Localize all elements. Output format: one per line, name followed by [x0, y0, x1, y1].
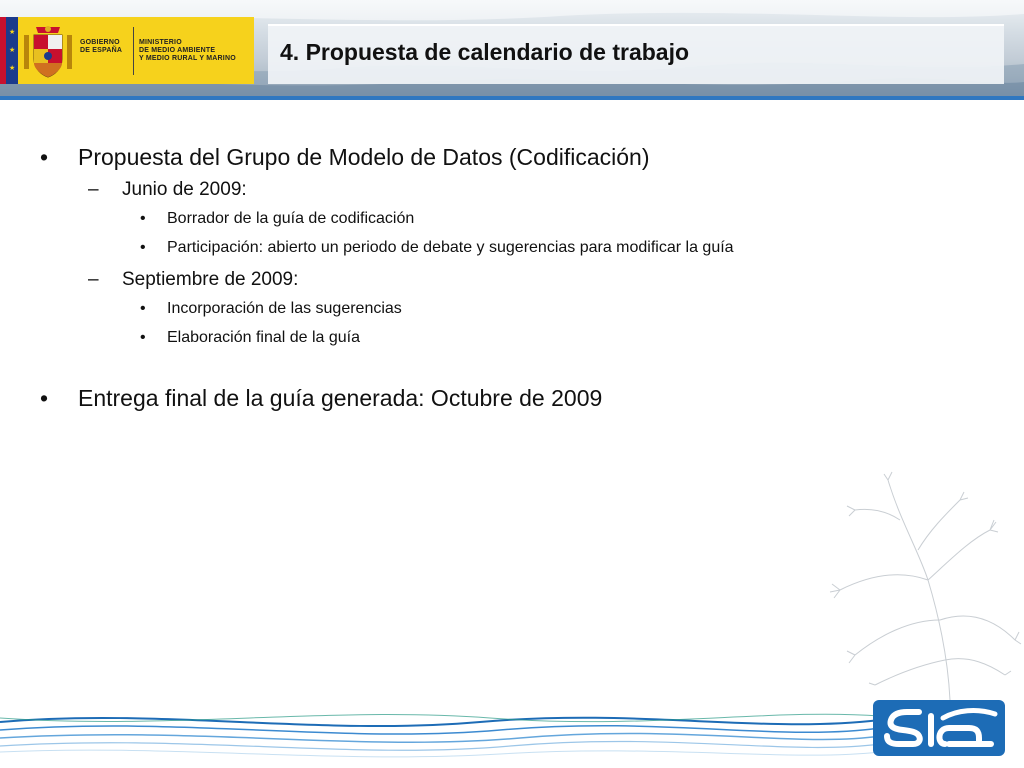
slide-title: 4. Propuesta de calendario de trabajo: [280, 39, 690, 65]
bullet-marker: •: [140, 300, 146, 317]
sia-logo-icon: [873, 700, 1005, 756]
bullet-marker: •: [40, 144, 49, 170]
eu-star-icon: ★: [9, 47, 16, 54]
bullet-text: Entrega final de la guía generada: Octubre de 2009: [78, 385, 603, 411]
bullet-marker: •: [40, 385, 49, 411]
eu-star-icon: ★: [9, 65, 16, 72]
dash-marker: –: [88, 179, 99, 200]
sub-sub-bullet-text: Elaboración final de la guía: [167, 329, 361, 346]
sub-sub-bullet-text: Borrador de la guía de codificación: [167, 210, 415, 227]
dash-marker: –: [88, 269, 99, 290]
ministry-line: DE MEDIO AMBIENTE: [139, 47, 216, 54]
gov-line: DE ESPAÑA: [80, 47, 123, 54]
bullet-marker: •: [140, 210, 146, 227]
ministry-line: Y MEDIO RURAL Y MARINO: [139, 55, 236, 62]
gov-line: GOBIERNO: [80, 39, 120, 46]
sub-bullet-text: Septiembre de 2009:: [122, 269, 299, 290]
bullet-marker: •: [140, 239, 146, 256]
eu-star-icon: ★: [9, 29, 16, 36]
bullet-marker: •: [140, 329, 146, 346]
sub-sub-bullet-text: Participación: abierto un periodo de debate y sugerencias para modificar la guía: [167, 239, 734, 256]
sub-bullet-text: Junio de 2009:: [122, 179, 247, 200]
sia-logo-mark: [873, 700, 1005, 756]
ministry-line: MINISTERIO: [139, 39, 182, 46]
plant-decoration-icon: [800, 470, 1024, 700]
bullet-text: Propuesta del Grupo de Modelo de Datos (Codificación): [78, 144, 650, 170]
sub-sub-bullet-text: Incorporación de las sugerencias: [167, 300, 402, 317]
footer-waves: [0, 700, 1024, 768]
